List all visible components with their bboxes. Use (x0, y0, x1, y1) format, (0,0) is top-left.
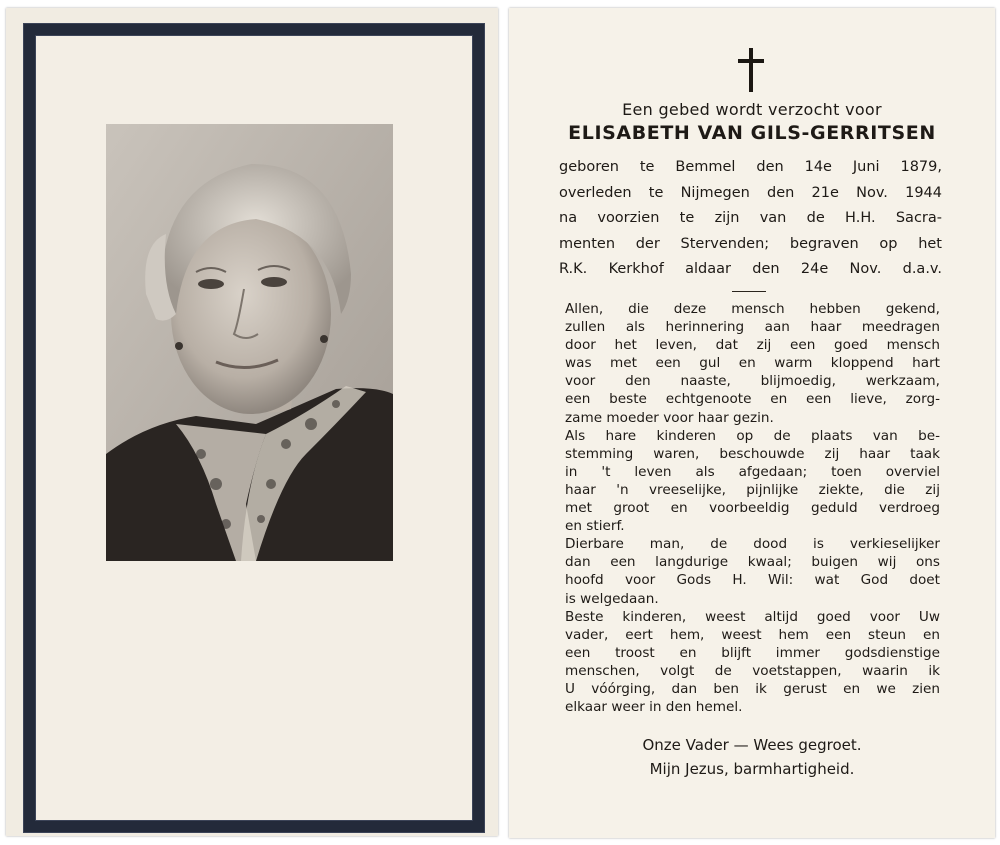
memorial-line: dan een langdurige kwaal; buigen wij ons (565, 554, 940, 571)
memorial-text (565, 300, 940, 716)
memorial-line: Allen, die deze mensch hebben gekend, (565, 301, 940, 317)
cross-icon (738, 48, 764, 92)
dates-line: R.K. Kerkhof aldaar den 24e Nov. d.a.v. (559, 261, 942, 277)
deceased-name: ELISABETH VAN GILS-GERRITSEN (568, 122, 936, 144)
memorial-line: zullen als herinnering aan haar meedragen (565, 319, 940, 336)
memorial-line: vader, eert hem, weest hem een steun en (565, 626, 940, 643)
memorial-line: Als hare kinderen op de plaats van be- (565, 427, 940, 444)
dates-line: menten der Stervenden; begraven op het (559, 235, 942, 252)
memorial-card-back (509, 8, 995, 838)
memorial-line: Dierbare man, de dood is verkieselijker (565, 536, 940, 553)
memorial-line: voor den naaste, blijmoedig, werkzaam, (565, 373, 940, 390)
prayer-line-2: Mijn Jezus, barmhartigheid. (649, 760, 855, 778)
dates-line: geboren te Bemmel den 14e Juni 1879, (559, 159, 942, 175)
dates-line: overleden te Nijmegen den 21e Nov. 1944 (559, 184, 942, 201)
memorial-line: Beste kinderen, weest altijd goed voor Uw (565, 608, 940, 625)
portrait-photo (106, 124, 393, 561)
portrait-icon (106, 124, 393, 561)
memorial-card-front (6, 8, 498, 836)
memorial-line: zame moeder voor haar gezin. (565, 409, 774, 426)
memorial-line: stemming waren, beschouwde zij haar taak (565, 445, 940, 462)
dates-line: na voorzien te zijn van de H.H. Sacra- (559, 210, 942, 226)
memorial-line: een beste echtgenoote en een lieve, zorg- (565, 391, 940, 408)
memorial-line: in 't leven als afgedaan; toen overviel (565, 463, 940, 480)
divider-line (732, 291, 766, 292)
memorial-line: was met een gul en warm kloppend hart (565, 355, 940, 372)
life-dates-block (559, 155, 942, 283)
memorial-line: haar 'n vreeselijke, pijnlijke ziekte, die zij (565, 481, 940, 498)
memorial-line: U vóórging, dan ben ik gerust en we zien (565, 680, 940, 697)
memorial-line: een troost en blijft immer godsdienstige (565, 644, 940, 661)
memorial-line: hoofd voor Gods H. Wil: wat God doet (565, 572, 940, 589)
closing-prayers (509, 733, 995, 781)
prayer-request-intro: Een gebed wordt verzocht voor (622, 100, 882, 119)
prayer-line-1: Onze Vader — Wees gegroet. (642, 736, 862, 754)
memorial-line: door het leven, dat zij een goed mensch (565, 337, 940, 354)
memorial-line: en stierf. (565, 518, 625, 535)
memorial-line: elkaar weer in den hemel. (565, 699, 743, 716)
memorial-line: is welgedaan. (565, 590, 659, 607)
memorial-line: menschen, volgt de voetstappen, waarin ik (565, 662, 940, 679)
memorial-line: met groot en voorbeeldig geduld verdroeg (565, 500, 940, 517)
